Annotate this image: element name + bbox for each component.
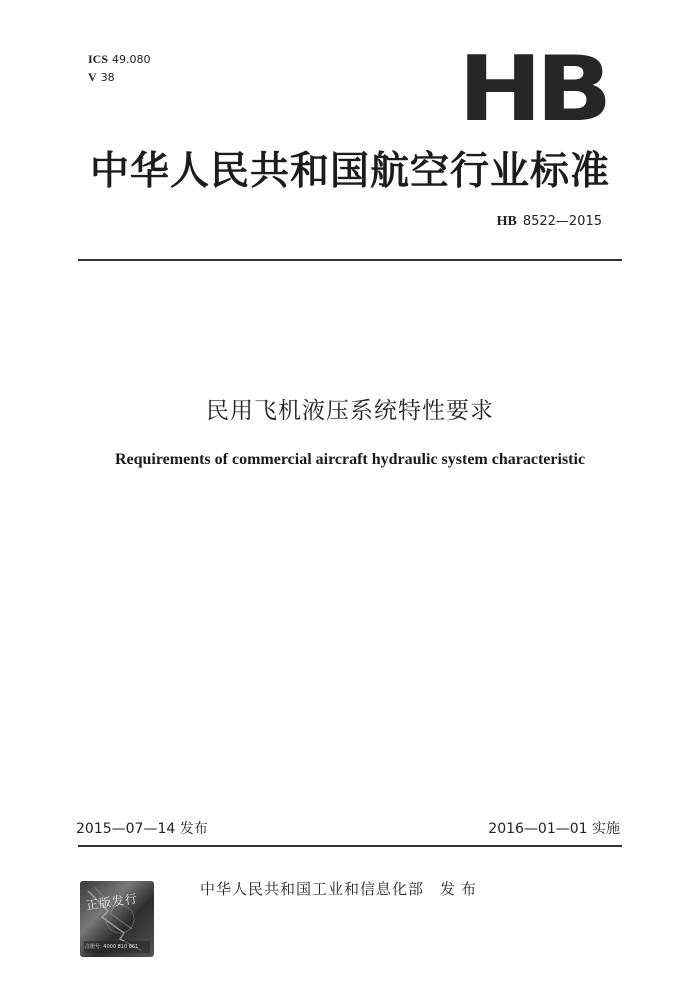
- class-code: 38: [100, 71, 115, 84]
- standard-code: 8522—2015: [522, 214, 602, 229]
- implementation-date: 2016—01—01 实施: [488, 821, 620, 837]
- issue-date: 2015—07—14 发布: [76, 821, 208, 837]
- authenticity-seal-icon: [80, 881, 154, 957]
- authority-title: 中华人民共和国航空行业标准: [89, 149, 610, 194]
- seal-text: 正版发行: [85, 891, 139, 913]
- ics-line: [88, 52, 151, 67]
- class-line: [88, 70, 115, 85]
- standard-prefix: HB: [496, 214, 517, 229]
- publisher-action: 发布: [440, 880, 483, 898]
- bottom-divider: [78, 845, 622, 847]
- publisher-line: [200, 878, 482, 899]
- document-title-cn: 民用飞机液压系统特性要求: [206, 398, 494, 424]
- publisher-name: 中华人民共和国工业和信息化部: [200, 880, 425, 898]
- seal-serial: 注册号: 4000 810 861: [85, 944, 139, 950]
- hb-logo: HB: [458, 37, 606, 142]
- standard-number: [497, 214, 602, 230]
- ics-code: 49.080: [112, 53, 151, 66]
- document-title-en: Requirements of commercial aircraft hydraulic system characteristic: [114, 451, 586, 468]
- top-divider: [78, 259, 622, 261]
- ics-label: ICS: [88, 52, 109, 66]
- class-label: V: [88, 70, 97, 84]
